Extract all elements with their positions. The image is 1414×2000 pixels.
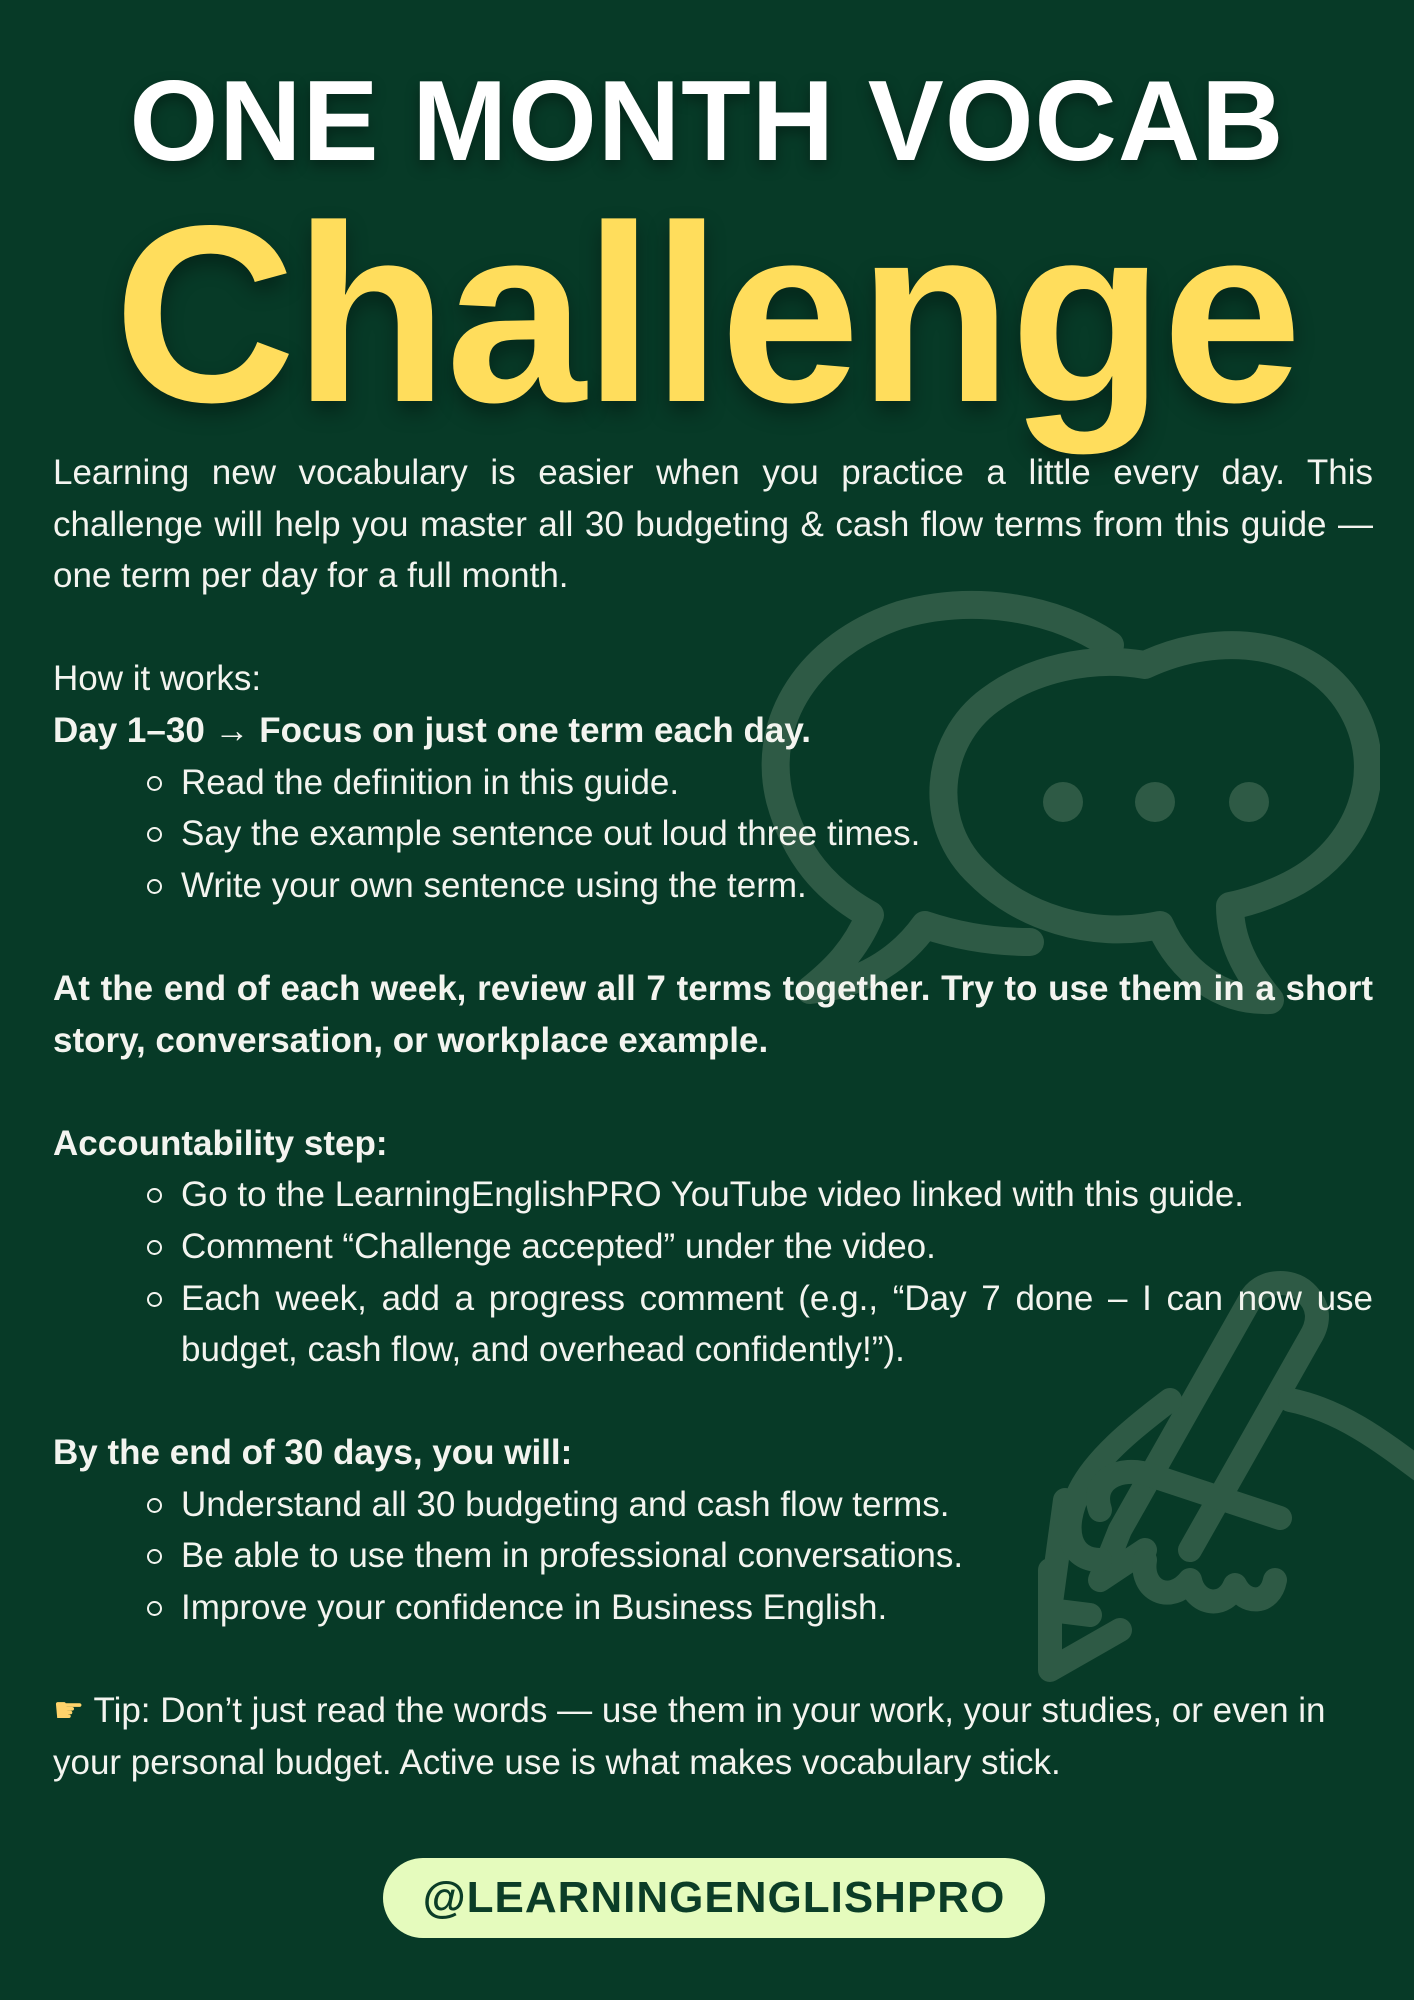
list-item: Comment “Challenge accepted” under the video. [181,1221,1373,1273]
title-line1: ONE MONTH VOCAB [129,58,1285,185]
list-item: Be able to use them in professional conversations. [181,1530,1373,1582]
pointing-hand-icon: ☛ [53,1691,85,1731]
list-item: Say the example sentence out loud three times. [181,808,1373,860]
title-challenge: Challenge [113,174,1301,455]
tip-paragraph [53,1685,1373,1788]
tip-text: Tip: Don’t just read the words — use them in your work, your studies, or even in your personal budget. Active use is what makes vocabulary stick. [53,1691,1326,1782]
outcomes-list [53,1479,1373,1634]
how-it-works-heading: How it works: [53,659,262,699]
daily-steps-list [53,757,1373,912]
day-range-line: Day 1–30 → Focus on just one term each day. [53,710,811,750]
accountability-heading: Accountability step: [53,1123,388,1163]
channel-handle-badge: @LEARNINGENGLISHPRO [383,1858,1045,1938]
accountability-list [53,1169,1373,1375]
list-item: Each week, add a progress comment (e.g., “Day 7 done – I can now use budget, cash flow, and overhead confidently!”). [181,1273,1373,1376]
intro-paragraph: Learning new vocabulary is easier when you practice a little every day. This challenge will help you master all 30 budgeting & cash flow terms from this guide — one term per day for a full month. [53,453,1373,596]
list-item: Understand all 30 budgeting and cash flow terms. [181,1479,1373,1531]
content-body [53,447,1373,1788]
list-item: Write your own sentence using the term. [181,860,1373,912]
list-item: Read the definition in this guide. [181,757,1373,809]
list-item: Improve your confidence in Business English. [181,1582,1373,1634]
weekly-review-paragraph: At the end of each week, review all 7 terms together. Try to use them in a short story, conversation, or workplace example. [53,968,1373,1060]
list-item: Go to the LearningEnglishPRO YouTube video linked with this guide. [181,1169,1373,1221]
outcomes-heading: By the end of 30 days, you will: [53,1433,573,1473]
